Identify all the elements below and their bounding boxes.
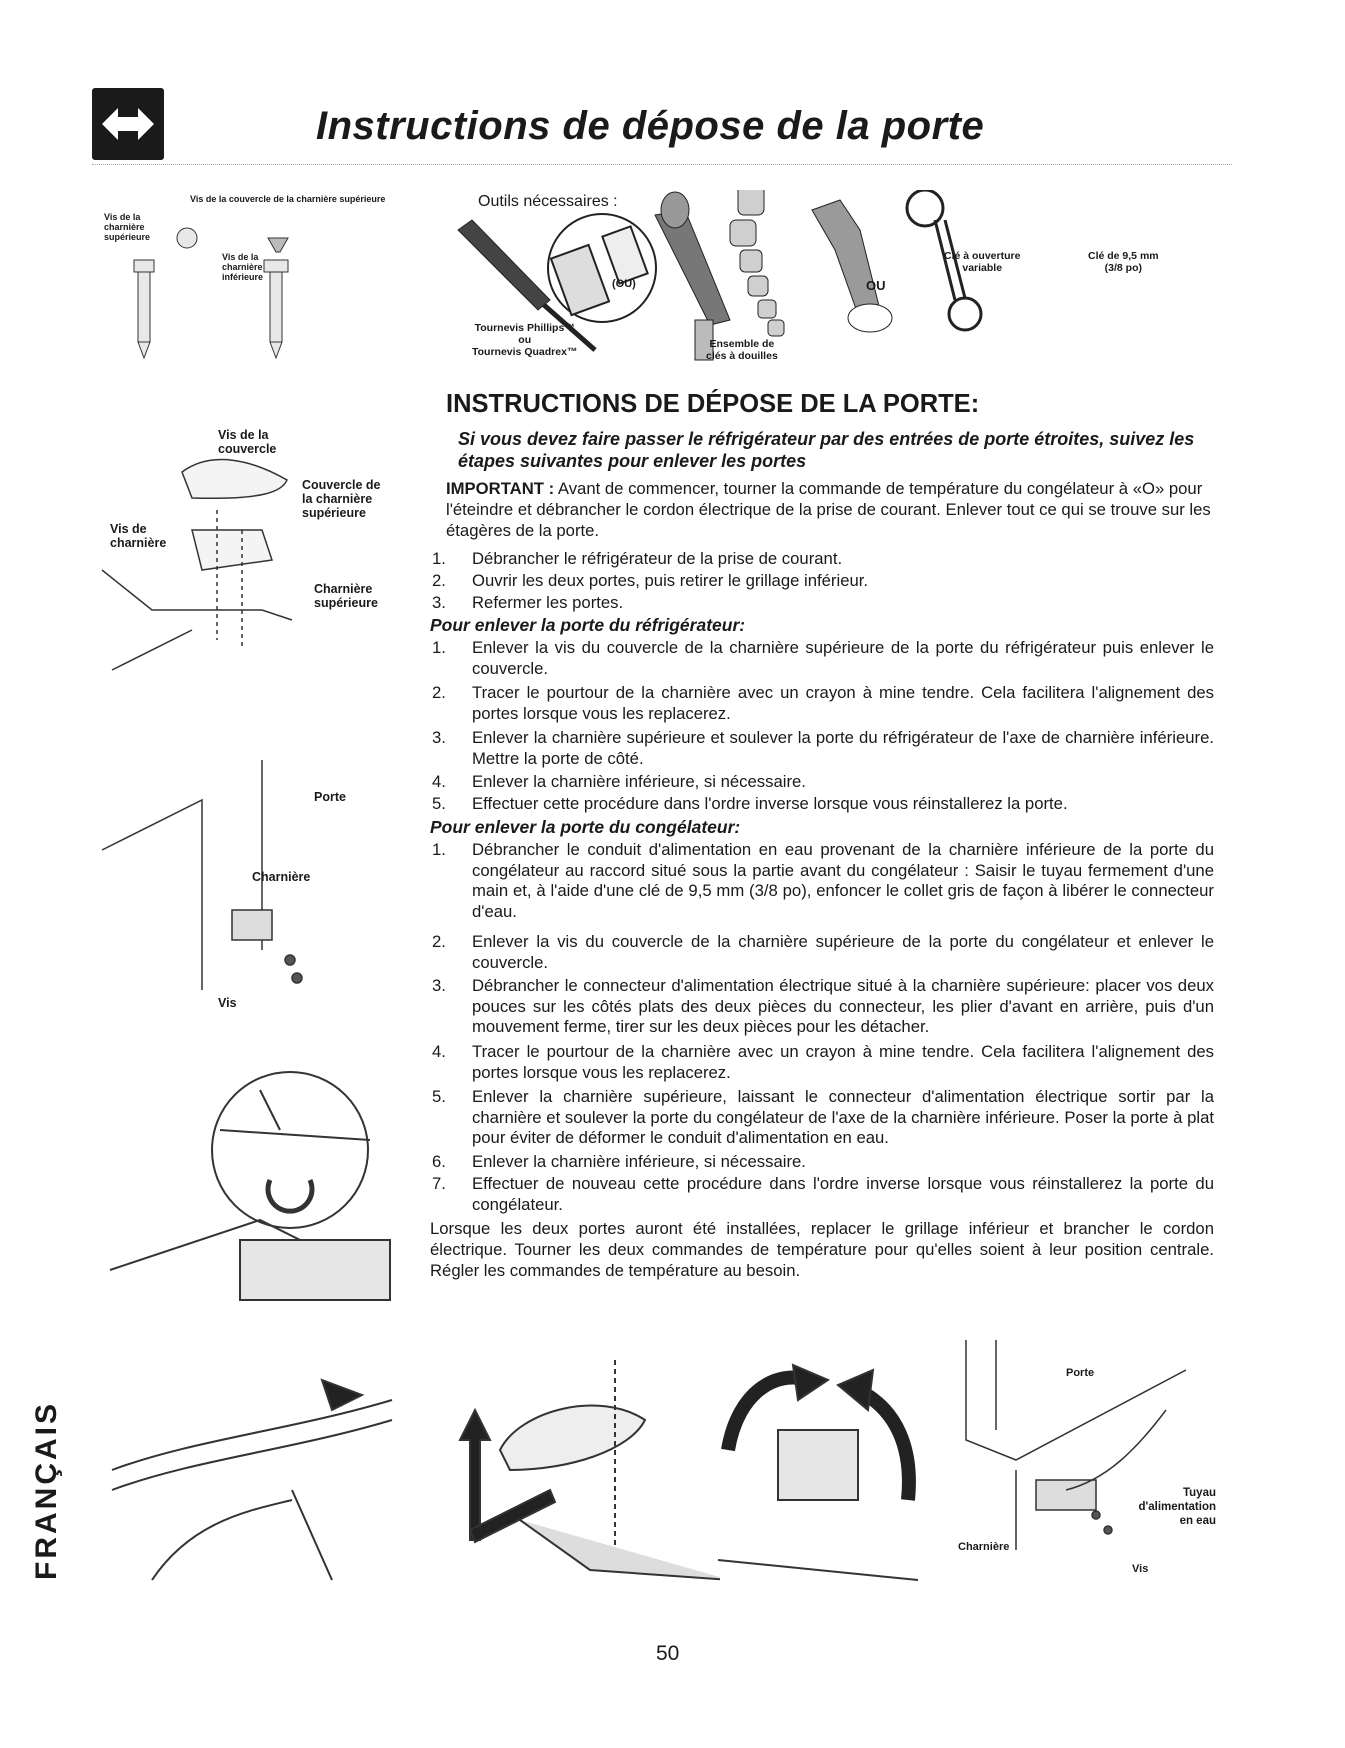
- freezer-step-5: 5. Enlever la charnière supérieure, laissant le connecteur d'alimentation électrique sortir par la charnière et soulever la porte du congélateur de l'axe de la charnière inférieure. Poser la porte à plat pour éviter de déformer le conduit d'alimentation en eau.: [432, 1087, 1214, 1147]
- label-hinge-cover: Couvercle de la charnière supérieure: [302, 478, 381, 520]
- prep-step-3: 3. Refermer les portes.: [432, 593, 624, 612]
- fridge-step-2: 2. Tracer le pourtour de la charnière avec un crayon à mine tendre. Cela facilitera l'alignement des portes lorsque vous les replacerez.: [432, 683, 1214, 723]
- fridge-step-3: 3. Enlever la charnière supérieure et soulever la porte du réfrigérateur de l'axe de charnière inférieure. Mettre la porte de côté.: [432, 728, 1214, 768]
- label-door-2: Porte: [1066, 1367, 1095, 1379]
- freezer-step-3: 3. Débrancher le connecteur d'alimentation électrique situé à la charnière supérieure: placer vos deux pouces sur les côtés plats des deux pièces du connecteur, les plier d'avant en arrière, puis d'un mouvement ferme, tirer sur les deux pièces pour les détacher.: [432, 976, 1214, 1036]
- adjustable-wrench-icon: [812, 200, 892, 332]
- label-water-tube: Tuyau d'alimentation en eau: [1138, 1487, 1216, 1527]
- label-top-hinge-screw: Vis de la charnière supérieure: [104, 212, 151, 242]
- tool-label-screwdriver: Tournevis Phillips™ ou Tournevis Quadrex™: [472, 322, 578, 358]
- freezer-heading: Pour enlever la porte du congélateur:: [430, 817, 741, 837]
- important-text: Avant de commencer, tourner la commande de température du congélateur à «O» pour l'éteindre et débrancher le cordon électrique de la prise de courant. Enlever tout ce qui se trouve sur les étagères de la porte.: [446, 479, 1211, 540]
- label-door: Porte: [314, 790, 346, 804]
- intro-text: Si vous devez faire passer le réfrigérateur par des entrées de porte étroites, suivez les étapes suivantes pour enlever les portes: [458, 429, 1195, 471]
- bottom-hinge-figure: [92, 740, 392, 1010]
- freezer-step-7: 7. Effectuer de nouveau cette procédure dans l'ordre inverse lorsque vous réinstallerez la porte du congélateur.: [432, 1174, 1214, 1214]
- tool-label-socket-set: Ensemble de clés à douilles: [706, 338, 778, 362]
- language-tab: FRANÇAIS: [30, 1401, 63, 1580]
- freezer-step-4: 4. Tracer le pourtour de la charnière avec un crayon à mine tendre. Cela facilitera l'alignement des portes lorsque vous les replacerez.: [432, 1042, 1214, 1082]
- label-hinge-screw: Vis de charnière: [110, 522, 167, 550]
- lift-door-figure: [430, 1340, 720, 1590]
- page-number: 50: [656, 1642, 680, 1665]
- double-arrow-icon: [92, 88, 164, 160]
- tool-label-or: OU: [866, 278, 886, 293]
- label-cover-screw: Vis de la couvercle de la charnière supérieure: [190, 194, 386, 204]
- screwdriver-bit-icon: [548, 214, 656, 322]
- closing-paragraph: Lorsque les deux portes auront été installées, replacer le grillage inférieur et brancher le cordon électrique. Tourner les deux commandes de température pour qu'elles soient à leur position centrale. Régler les commandes de température au besoin.: [430, 1219, 1214, 1280]
- tools-label: Outils nécessaires :: [478, 193, 618, 210]
- fridge-heading: Pour enlever la porte du réfrigérateur:: [430, 615, 746, 635]
- fridge-step-4: 4. Enlever la charnière inférieure, si nécessaire.: [432, 772, 806, 791]
- tool-label-or-circle: (OU): [612, 278, 636, 290]
- freezer-step-6: 6. Enlever la charnière inférieure, si nécessaire.: [432, 1152, 806, 1171]
- label-hinge-2: Charnière: [958, 1541, 1010, 1553]
- tool-label-adjustable-wrench: Clé à ouverture variable: [944, 250, 1021, 274]
- freezer-step-1: 1. Débrancher le conduit d'alimentation en eau provenant de la charnière inférieure de la porte du congélateur au raccord situé sous la partie avant du congélateur : Saisir le tuyau fermement d'une main et, à l'aide d'une clé de 9,5 mm (3/8 po), enfoncer le collet gris de façon à libérer le connecteur d'eau.: [432, 840, 1214, 921]
- important-label: IMPORTANT :: [446, 479, 555, 498]
- connector-figure: [100, 1070, 400, 1320]
- section-title: INSTRUCTIONS DE DÉPOSE DE LA PORTE:: [446, 390, 980, 418]
- fridge-step-1: 1. Enlever la vis du couvercle de la charnière supérieure de la porte du réfrigérateur puis enlever le couvercle.: [432, 638, 1214, 678]
- label-hinge: Charnière: [252, 870, 311, 884]
- prep-step-1: 1. Débrancher le réfrigérateur de la prise de courant.: [432, 549, 843, 568]
- socket-set-icon: [655, 190, 784, 360]
- label-screw-2: Vis: [1132, 1563, 1149, 1575]
- label-bottom-hinge-screw: Vis de la charnière inférieure: [222, 252, 264, 282]
- top-hinge-figure: [92, 420, 392, 720]
- page-title: Instructions de dépose de la porte: [316, 104, 985, 148]
- important-notice: [446, 478, 1214, 541]
- label-screw: Vis: [218, 996, 237, 1010]
- tool-label-combination-wrench: Clé de 9,5 mm (3/8 po): [1088, 250, 1159, 274]
- unscrew-hinge-figure: [698, 1340, 938, 1590]
- fridge-step-5: 5. Effectuer cette procédure dans l'ordre inverse lorsque vous réinstallerez la porte.: [432, 794, 1068, 813]
- prep-step-2: 2. Ouvrir les deux portes, puis retirer le grillage inférieur.: [432, 571, 869, 590]
- label-cover-screw-2: Vis de la couvercle: [218, 428, 277, 456]
- water-tube-figure: [92, 1340, 402, 1590]
- freezer-step-2: 2. Enlever la vis du couvercle de la charnière supérieure de la porte du congélateur et enlever le couvercle.: [432, 932, 1214, 972]
- label-top-hinge: Charnière supérieure: [314, 582, 378, 610]
- header-divider: [92, 164, 1232, 165]
